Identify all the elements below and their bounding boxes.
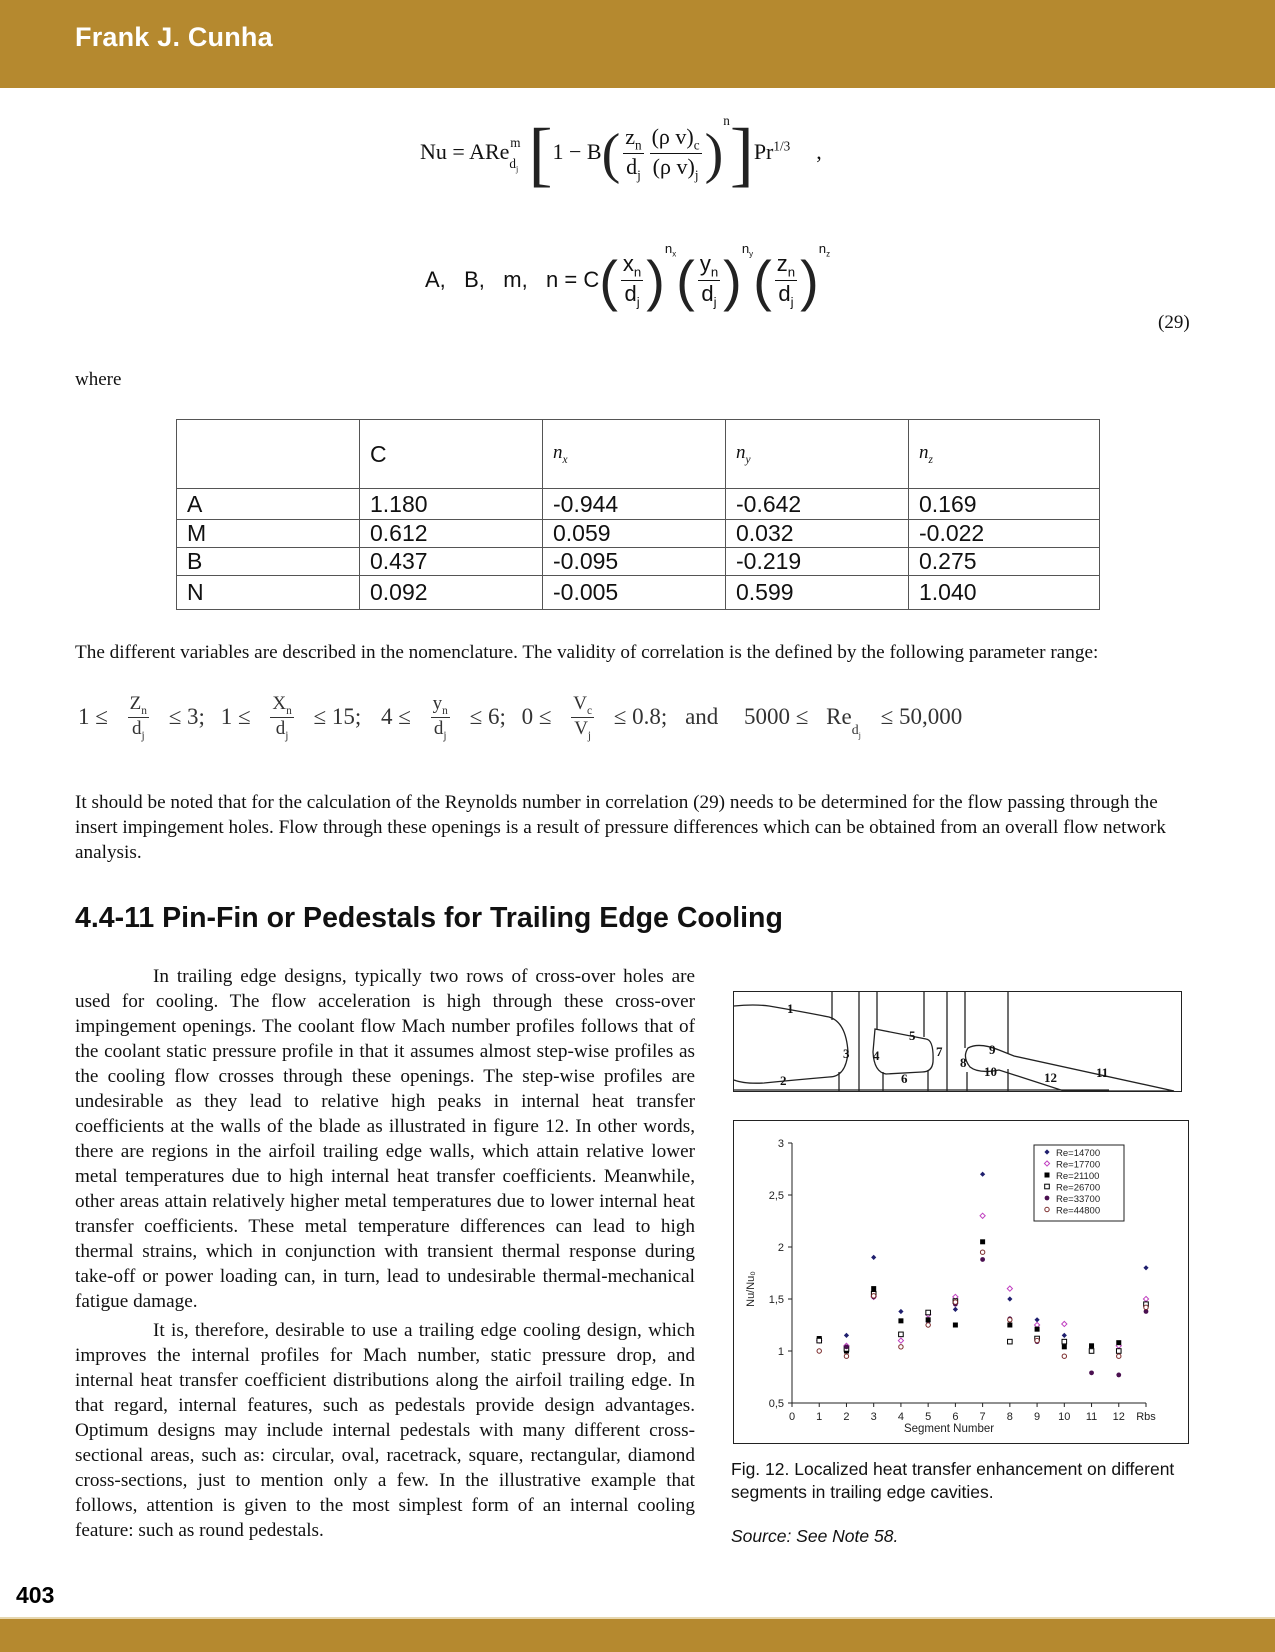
schematic-svg	[734, 992, 1181, 1091]
right-bracket: ]	[729, 114, 754, 194]
eq-pr: Pr	[753, 139, 774, 165]
paragraph-trailing-edge: In trailing edge designs, typically two rows of cross-over holes are used for cooling. The flow acceleration is high through these cross-over impingement openings. The coolant flow Mach number profiles follows that of the coolant static pressure profile in that it assumes almost step-wise profiles as the cooling flow crosses through these openings. The step-wise profiles are undesirable as they lead to relative high peaks in internal heat transfer coefficients at the walls of the blade as illustrated in figure 12. In other words, there are regions in the airfoil trailing edge walls, which attain relative lower metal temperatures due to high internal heat transfer coefficients. Meanwhile, other areas attain relatively higher metal temperatures due to lower internal heat transfer coefficients. These metal temperature differences can lead to high thermal strains, which in conjunction with transient thermal response during take-off or power loading can, in turn, lead to undesirable thermal-mechanical fatigue damage.	[75, 966, 695, 1312]
svg-text:12: 12	[1112, 1411, 1125, 1423]
chart-svg	[734, 1121, 1188, 1443]
right-paren: )	[646, 249, 665, 313]
cell-c: 0.612	[360, 520, 543, 548]
left-paren: (	[599, 249, 618, 313]
table-header-nz: $n_z$	[909, 420, 1100, 489]
chart-series	[817, 1250, 1148, 1358]
svg-text:2,5: 2,5	[768, 1190, 784, 1202]
svg-text:3: 3	[870, 1411, 877, 1423]
left-bracket: [	[528, 114, 553, 194]
row-label: M	[177, 520, 360, 548]
fraction-xn-dj: $\frac{x_n}{d_j}$	[622, 251, 642, 310]
section-heading: 4.4-11 Pin-Fin or Pedestals for Trailing Edge Cooling	[75, 902, 783, 934]
table-header-ny: $n_y$	[726, 420, 909, 489]
table-header-c: C	[360, 420, 543, 489]
svg-text:4: 4	[897, 1411, 904, 1423]
equation-coefficients: A, B, m, n = C( $\frac{x_n}{d_j}$ )$^{n_x}$( $\frac{y_n}{d_j}$ )$^{n_y}$( $\frac{z_n}{d_j}$ )$^{n_z}$	[425, 240, 831, 313]
header-band	[0, 0, 1275, 88]
cell-nx: -0.944	[543, 489, 726, 520]
svg-text:2: 2	[843, 1411, 850, 1423]
trailing-edge-schematic	[733, 991, 1182, 1092]
table-row	[177, 576, 1100, 610]
svg-text:4: 4	[873, 1048, 880, 1063]
left-paren: (	[753, 249, 772, 313]
row-label: B	[177, 548, 360, 576]
svg-text:1: 1	[816, 1411, 823, 1423]
eq-re-sub-sub: j	[516, 165, 519, 175]
svg-text:8: 8	[960, 1055, 967, 1070]
fraction-zn-dj: $\frac{z_n}{d_j}$	[625, 123, 642, 183]
svg-text:11: 11	[1085, 1411, 1098, 1423]
left-paren: (	[601, 123, 621, 185]
cell-ny: 0.599	[726, 576, 909, 610]
left-paren: (	[676, 249, 695, 313]
fraction-mass-flux: $\frac{(\rho v)_c}{(\rho v)_j}$	[651, 123, 700, 183]
legend-entry: Re=21100	[1056, 1171, 1100, 1182]
author-running-head: Frank J. Cunha	[75, 22, 273, 52]
chart-x-axis-label: Segment Number	[903, 1423, 995, 1435]
svg-text:1: 1	[787, 1001, 794, 1016]
table-header-cell-empty	[177, 420, 360, 489]
paragraph-validity: The different variables are described in the nomenclature. The validity of correlation is the defined by the following parameter range:	[75, 642, 1099, 663]
eq-re-sub: d	[509, 156, 517, 172]
coefficient-table	[176, 419, 1100, 610]
cell-nz: 0.169	[909, 489, 1100, 520]
fraction-zn-dj: $\frac{z_n}{d_j}$	[776, 251, 796, 310]
legend-entry: Re=14700	[1056, 1148, 1101, 1159]
right-paren: )	[704, 123, 724, 185]
cell-c: 1.180	[360, 489, 543, 520]
paragraph-pedestals: It is, therefore, desirable to use a trailing edge cooling design, which improves the internal profiles for Mach number, static pressure drop, and internal heat transfer coefficient distributions along the airfoil trailing edge. In that regard, internal features, such as pedestals provide design advantages. Optimum designs may include internal pedestals with many different cross-sectional areas, such as: circular, oval, racetrack, square, rectangular, diamond cross-sections, just to mention only a few. In the illustrative example that follows, attention is given to the most simplest form of an internal cooling feature: such as round pedestals.	[75, 1320, 695, 1541]
legend-entry: Re=17700	[1056, 1159, 1101, 1171]
legend-entry: Re=33700	[1056, 1194, 1101, 1205]
cell-nx: -0.005	[543, 576, 726, 610]
chart-series	[817, 1292, 1148, 1354]
fraction-yn-dj: $\frac{y_n}{d_j}$	[699, 251, 719, 310]
svg-text:12: 12	[1044, 1070, 1057, 1085]
table-row	[177, 489, 1100, 520]
svg-text:0,5: 0,5	[768, 1398, 784, 1410]
table-row	[177, 548, 1100, 576]
figure-source: Source: See Note 58.	[731, 1526, 899, 1546]
equation-number: (29)	[1158, 312, 1190, 333]
chart-series	[817, 1213, 1149, 1348]
heat-transfer-chart	[733, 1120, 1189, 1444]
svg-text:Rbs: Rbs	[1136, 1411, 1156, 1423]
svg-text:9: 9	[989, 1042, 996, 1057]
svg-text:10: 10	[984, 1064, 997, 1079]
svg-text:9: 9	[1034, 1411, 1041, 1423]
svg-text:5: 5	[925, 1411, 932, 1423]
chart-series	[817, 1257, 1149, 1377]
equation-nusselt	[420, 112, 822, 194]
right-paren: )	[800, 249, 819, 313]
table-header-nx: $n_x$	[543, 420, 726, 489]
svg-text:6: 6	[952, 1411, 959, 1423]
cell-nz: -0.022	[909, 520, 1100, 548]
svg-text:1: 1	[777, 1346, 784, 1358]
svg-text:6: 6	[901, 1071, 908, 1086]
eq-lhs: Nu = ARe	[420, 139, 510, 165]
right-paren: )	[723, 249, 742, 313]
cell-c: 0.092	[360, 576, 543, 610]
eq-one-minus-b: 1 − B	[552, 139, 602, 165]
svg-text:1,5: 1,5	[768, 1294, 784, 1306]
eq-re-sup: m	[510, 134, 521, 150]
figure-caption: Fig. 12. Localized heat transfer enhancement on different segments in trailing edge cavities.	[731, 1459, 1175, 1502]
cell-c: 0.437	[360, 548, 543, 576]
paragraph-reynolds: It should be noted that for the calculation of the Reynolds number in correlation (29) needs to be determined for the flow passing through the insert impingement holes. Flow through these openings is a result of pressure differences which can be obtained from an overall flow network analysis.	[75, 792, 1166, 863]
cell-ny: -0.219	[726, 548, 909, 576]
footer-band	[0, 1617, 1275, 1652]
cell-nz: 1.040	[909, 576, 1100, 610]
eq-pr-exp: 1/3	[773, 138, 791, 154]
row-label: A	[177, 489, 360, 520]
svg-text:2: 2	[777, 1242, 784, 1254]
eq2-lhs: A, B, m, n = C	[425, 266, 600, 292]
cell-nz: 0.275	[909, 548, 1100, 576]
svg-text:5: 5	[909, 1028, 916, 1043]
page-number: 403	[16, 1582, 55, 1608]
cell-nx: 0.059	[543, 520, 726, 548]
legend-entry: Re=26700	[1056, 1182, 1101, 1194]
row-label: N	[177, 576, 360, 610]
svg-text:3: 3	[843, 1046, 850, 1061]
svg-text:8: 8	[1006, 1411, 1013, 1423]
svg-text:7: 7	[979, 1411, 986, 1423]
svg-text:0: 0	[788, 1411, 796, 1423]
cell-ny: -0.642	[726, 489, 909, 520]
cell-nx: -0.095	[543, 548, 726, 576]
eq-comma: ,	[816, 139, 822, 165]
legend-entry: Re=44800	[1056, 1205, 1101, 1217]
validity-range: 1 ≤ $\frac{Z_n}{d_j}$ ≤ 3; 1 ≤ $\frac{X_n}{d_j}$ ≤ 15; 4 ≤ $\frac{y_n}{d_j}$ ≤ 6; 0 ≤ $\frac{V_c}{V_j}$ ≤ 0.8; and $5000 \le Re_{d_j} \le 50,000$	[78, 693, 963, 743]
svg-text:11: 11	[1096, 1065, 1109, 1080]
chart-series	[817, 1239, 1122, 1353]
cell-ny: 0.032	[726, 520, 909, 548]
svg-text:7: 7	[936, 1044, 943, 1059]
chart-legend	[1034, 1145, 1124, 1221]
svg-text:10: 10	[1058, 1411, 1071, 1423]
table-header-row	[177, 420, 1100, 489]
where-label: where	[75, 369, 122, 390]
table-row	[177, 520, 1100, 548]
svg-text:2: 2	[780, 1073, 787, 1088]
svg-text:3: 3	[777, 1138, 784, 1150]
eq-inner-exp: n	[723, 112, 730, 128]
chart-y-axis-label: Nu/Nu₀	[745, 1271, 757, 1307]
